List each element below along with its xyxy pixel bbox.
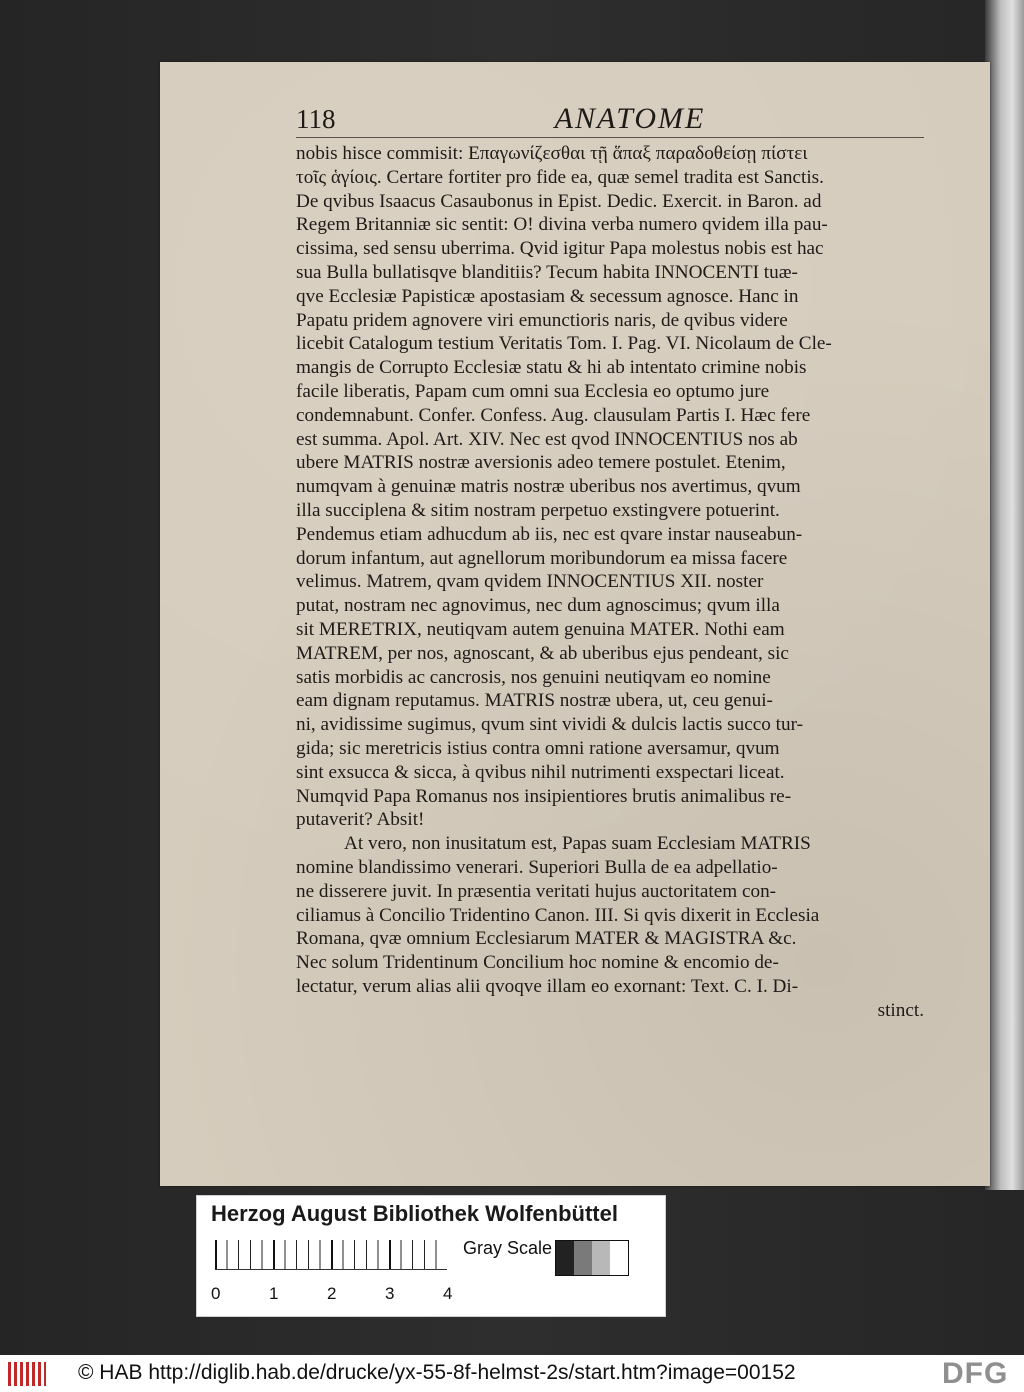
ruler-number: 4 <box>443 1284 453 1303</box>
hab-logo-icon <box>8 1362 46 1386</box>
text-line: nobis hisce commisit: Επαγωνίζεσθαι τῇ ἅπαξ παραδοθείσῃ πίστει <box>296 143 808 164</box>
text-line: Numqvid Papa Romanus nos insipientiores brutis animalibus re- <box>296 785 792 807</box>
text-line: At vero, non inusitatum est, Papas suam Ecclesiam MATRIS <box>344 833 811 855</box>
gray-swatch <box>610 1241 628 1275</box>
text-line: cissima, sed sensu uberrima. Qvid igitur Papa molestus nobis est hac <box>296 238 824 260</box>
text-line: Pendemus etiam adhucdum ab iis, nec est qvare instar nauseabun- <box>296 523 803 545</box>
text-line: sua Bulla bullatisqve blanditiis? Tecum habita INNOCENTI tuæ- <box>296 261 798 283</box>
gray-swatch <box>592 1241 610 1275</box>
dfg-logo: DFG <box>942 1357 1009 1390</box>
text-line: velimus. Matrem, qvam qvidem INNOCENTIUS XII. noster <box>296 571 764 593</box>
book-edge <box>985 0 1024 1190</box>
ruler-numbers <box>211 1284 471 1306</box>
ruler-major-ticks <box>215 1240 447 1270</box>
text-line: qve Ecclesiæ Papisticæ apostasiam & secessum agnosce. Hanc in <box>296 285 799 307</box>
text-line: facile liberatis, Papam cum omni sua Ecclesia eo optumo jure <box>296 380 770 402</box>
text-line: Romana, qvæ omnium Ecclesiarum MATER & MAGISTRA &c. <box>296 928 797 950</box>
institution-name: Herzog August Bibliothek Wolfenbüttel <box>211 1201 618 1226</box>
text-line: putat, nostram nec agnovimus, nec dum agnoscimus; qvum illa <box>296 595 780 617</box>
book-page <box>160 62 990 1186</box>
text-line: illa succiplena & sitim nostram perpetuo exstingvere potuerint. <box>296 499 780 521</box>
running-head: ANATOME <box>554 102 706 135</box>
gray-swatch <box>574 1241 592 1275</box>
text-line: ne disserere juvit. In præsentia veritati hujus auctoritatem con- <box>296 880 777 902</box>
footer-credit-link[interactable]: © HAB http://diglib.hab.de/drucke/yx-55-8f-helmst-2s/start.htm?image=00152 <box>78 1361 796 1384</box>
text-line: licebit Catalogum testium Veritatis Tom. I. Pag. VI. Nicolaum de Cle- <box>296 333 832 355</box>
ruler-baseline <box>215 1269 447 1270</box>
text-line: dorum infantum, aut agnellorum moribundorum ea missa facere <box>296 547 788 569</box>
text-line: mangis de Corrupto Ecclesiæ statu & hi ab intentato crimine nobis <box>296 357 807 379</box>
ruler-number: 1 <box>269 1284 279 1303</box>
text-line: lectatur, verum alias alii qvoqve illam eo exornant: Text. C. I. Di- <box>296 975 799 997</box>
gray-scale-label: Gray Scale <box>463 1238 553 1258</box>
ruler-number: 2 <box>327 1284 337 1303</box>
text-line: De qvibus Isaacus Casaubonus in Epist. Dedic. Exercit. in Baron. ad <box>296 190 822 212</box>
ruler-number: 0 <box>211 1284 221 1303</box>
header-rule <box>296 137 924 138</box>
page-header <box>296 102 924 134</box>
gray-swatch <box>556 1241 574 1275</box>
catchword: stinct. <box>877 999 924 1021</box>
text-line: sit MERETRIX, neutiqvam autem genuina MATER. Nothi eam <box>296 618 785 640</box>
text-line: Papatu pridem agnovere viri emunctioris naris, de qvibus videre <box>296 309 788 331</box>
text-line: sint exsucca & sicca, à qvibus nihil nutrimenti exspectari liceat. <box>296 761 785 783</box>
text-line: putaverit? Absit! <box>296 809 425 831</box>
text-line: MATREM, per nos, agnoscant, & ab uberibus ejus pendeant, sic <box>296 642 789 664</box>
text-line: nomine blandissimo venerari. Superiori Bulla de ea adpellatio- <box>296 856 778 878</box>
text-line: eam dignam reputamus. MATRIS nostræ ubera, ut, ceu genui- <box>296 690 773 712</box>
text-line: est summa. Apol. Art. XIV. Nec est qvod INNOCENTIUS nos ab <box>296 428 798 450</box>
page-text <box>296 142 926 1022</box>
text-line: ni, avidissime sugimus, qvum sint vividi & dulcis lactis succo tur- <box>296 714 803 736</box>
color-target-card <box>196 1195 666 1317</box>
gray-scale-swatches <box>555 1240 629 1276</box>
text-line: numqvam à genuinæ matris nostræ uberibus nos avertimus, qvum <box>296 476 801 498</box>
footer-bar <box>0 1355 1024 1392</box>
text-line: condemnabunt. Confer. Confess. Aug. clausulam Partis I. Hæc fere <box>296 404 811 426</box>
text-line: ciliamus à Concilio Tridentino Canon. III. Si qvis dixerit in Ecclesia <box>296 904 820 926</box>
text-line: τοῖς ἁγίοις. Certare fortiter pro fide ea, quæ semel tradita est Sanctis. <box>296 166 824 188</box>
text-line: Regem Britanniæ sic sentit: O! divina verba numero qvidem illa pau- <box>296 214 828 236</box>
text-line: gida; sic meretricis istius contra omni ratione aversamur, qvum <box>296 737 780 759</box>
page-number: 118 <box>296 104 336 134</box>
ruler-number: 3 <box>385 1284 395 1303</box>
text-line: satis morbidis ac cancrosis, nos genuini neutiqvam eo nomine <box>296 666 771 688</box>
scale-ruler <box>215 1240 447 1270</box>
text-line: ubere MATRIS nostræ aversionis adeo temere postulet. Etenim, <box>296 452 786 474</box>
text-line: Nec solum Tridentinum Concilium hoc nomine & encomio de- <box>296 952 779 974</box>
